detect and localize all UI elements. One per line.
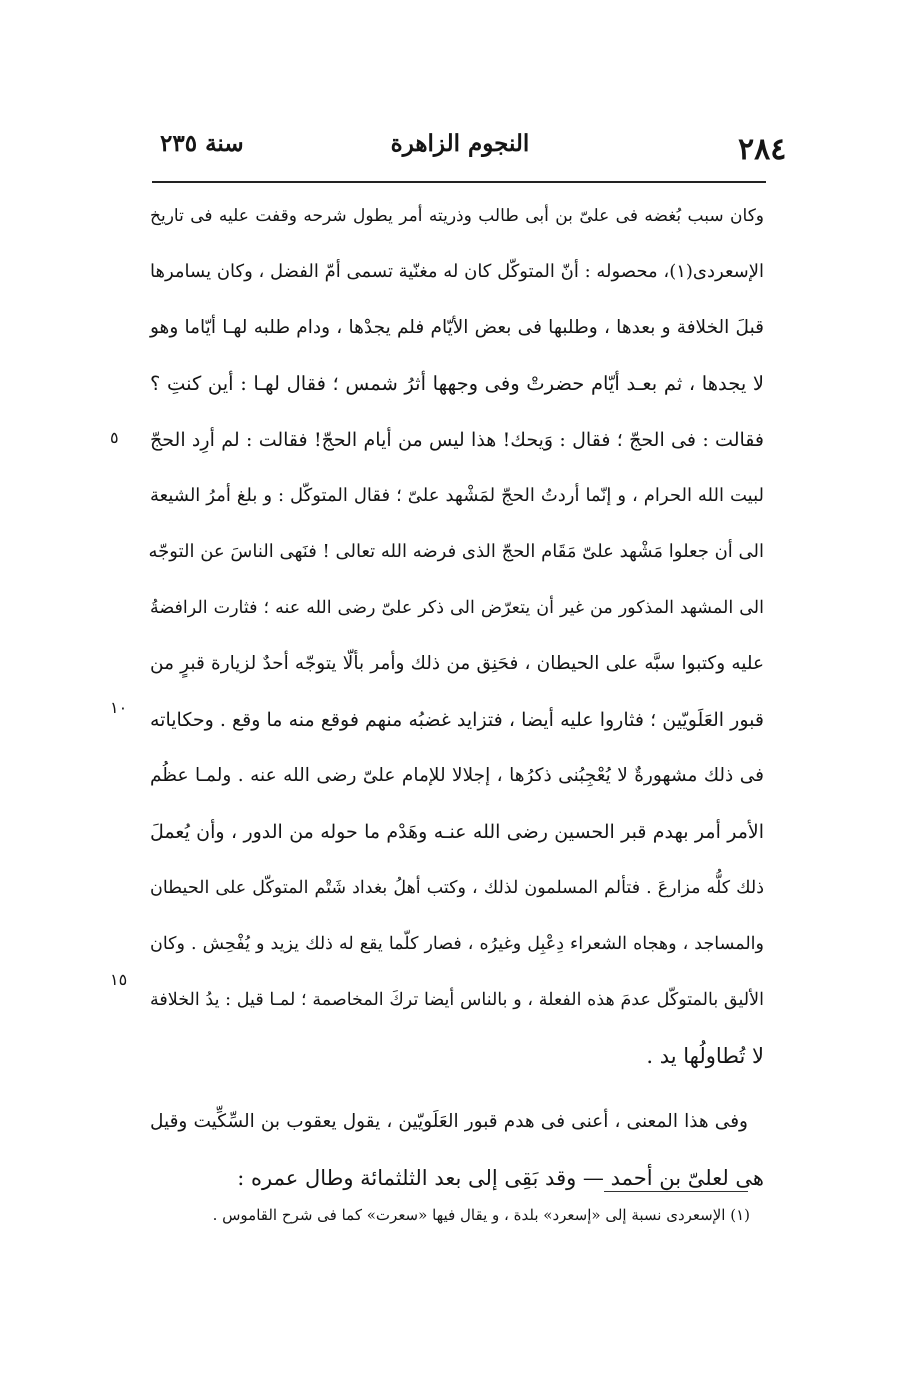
text-line: لا تُطاولُها يد .: [646, 1044, 764, 1068]
text-line: ذلك كلُّه مزارعَ . فتألم المسلمون لذلك ، وكتب أهلُ بغداد شَتْم المتوكّل على الحيطان: [150, 878, 764, 898]
text-line: الأمر أمر بهدم قبر الحسين رضى الله عنـه وهَدْم ما حوله من الدور ، وأن يُعملَ: [150, 821, 764, 843]
text-line: وكان سبب بُغضه فى علىّ بن أبى طالب وذريته أمر يطول شرحه وقفت عليه فى تاريخ: [150, 206, 764, 226]
line-marker-5: ٥: [110, 428, 119, 447]
verse-intro-line: هى لعلىّ بن أحمد — وقد بَقِى إلى بعد الثلثمائة وطال عمره :: [237, 1166, 764, 1190]
text-line: فقالت : فى الحجّ ؛ فقال : وَيحك! هذا ليس من أيام الحجّ! فقالت : لم أرِد الحجّ: [150, 429, 764, 451]
verse-intro-line: وفى هذا المعنى ، أعنى فى هدم قبور العَلَويّين ، يقول يعقوب بن السِّكِّيت وقيل: [150, 1111, 748, 1132]
text-line: الى المشهد المذكور من غير أن يتعرّض الى ذكر علىّ رضى الله عنه ؛ فثارت الرافضةُ: [150, 598, 764, 618]
text-line: قبور العَلَويّين ؛ فثاروا عليه أيضا ، فتزايد غضبُه منهم فوقع منه ما وقع . وحكاياته: [150, 709, 764, 731]
page-header: [150, 130, 787, 180]
text-line: قبلَ الخلافة و بعدها ، وطلبها فى بعض الأيّام فلم يجدْها ، ودام طلبه لهـا أيّاما وهو: [150, 317, 764, 338]
footnote: (١) الإسعردى نسبة إلى «إسعرد» بلدة ، و يقال فيها «سعرت» كما فى شرح القاموس .: [212, 1206, 750, 1224]
text-line: عليه وكتبوا سبَّه على الحيطان ، فحَنِق من ذلك وأمر بألّا يتوجّه أحدٌ لزيارة قبرٍ من: [150, 653, 764, 674]
text-line: لا يجدها ، ثم بعـد أيّام حضرتْ وفى وجهها أثرُ شمس ؛ فقال لهـا : أين كنتِ ؟: [150, 372, 764, 395]
text-line: الأليق بالمتوكّل عدمَ هذه الفعلة ، و بالناس أيضا تركَ المخاصمة ؛ لمـا قيل : يدُ الخلافة: [150, 990, 764, 1010]
text-line: الإسعردى(١)، محصوله : أنّ المتوكّل كان له مغنّية تسمى أمّ الفضل ، وكان يسامرها: [150, 261, 764, 282]
page-number: ٢٨٤: [738, 132, 787, 167]
line-marker-15: ١٥: [110, 970, 128, 989]
text-line: الى أن جعلوا مَشْهد علىّ مَقَام الحجّ الذى فرضه الله تعالى ! فنَهى الناسَ عن التوجّه: [148, 541, 764, 562]
running-title: النجوم الزاهرة: [390, 130, 530, 157]
line-marker-10: ١٠: [110, 698, 128, 717]
text-line: فى ذلك مشهورةٌ لا يُعْجِبُنى ذكرُها ، إجلالا للإمام علىّ رضى الله عنه . ولمـا عظُم: [150, 765, 764, 786]
text-line: والمساجد ، وهجاه الشعراء دِعْبِل وغيرُه ، فصار كلّما يقع له ذلك يزيد و يُفْحِش . وكان: [150, 934, 764, 954]
footnote-rule: [604, 1191, 748, 1192]
text-line: لبيت الله الحرام ، و إنّما أردتُ الحجّ لمَشْهد علىّ ؛ فقال المتوكّل : و بلغ أمرُ الشيعة: [150, 485, 764, 506]
header-rule: [152, 181, 766, 183]
year-label: سنة ٢٣٥: [160, 130, 244, 157]
